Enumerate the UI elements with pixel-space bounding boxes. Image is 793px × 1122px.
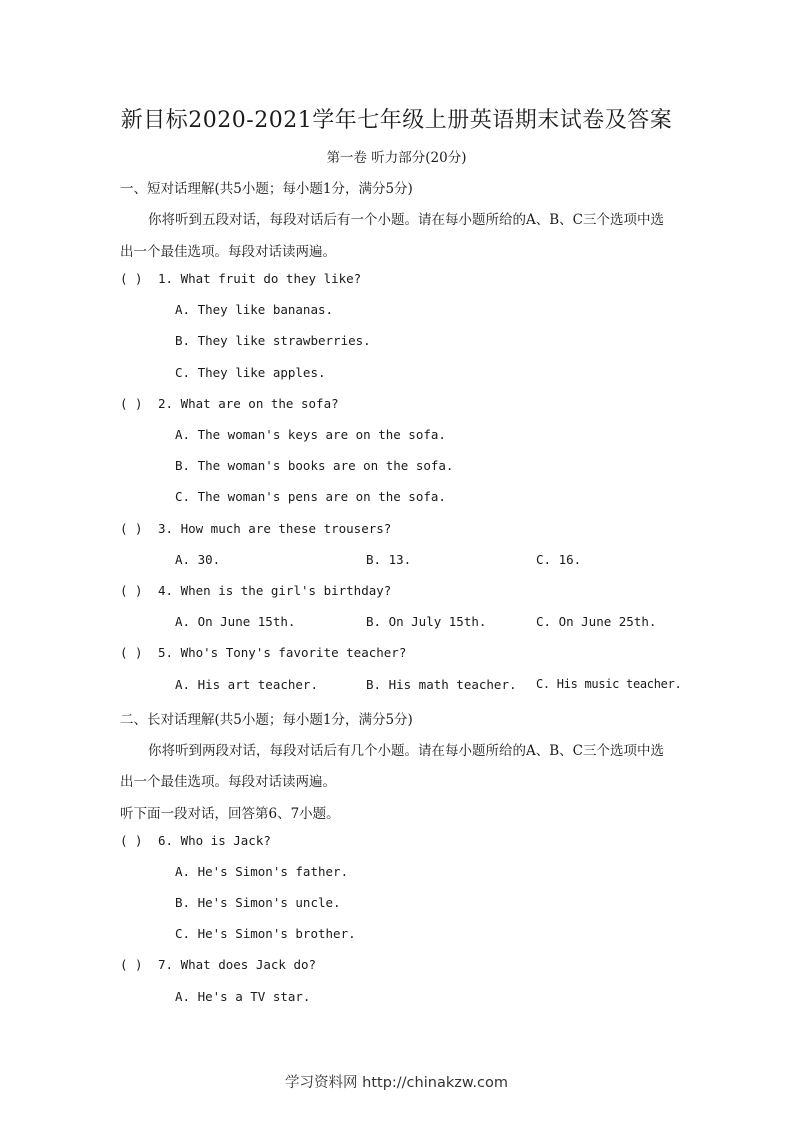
q3-option-b: B. 13.	[366, 552, 412, 567]
question-6	[120, 833, 271, 848]
question-2	[120, 396, 339, 411]
q4-option-b: B. On July 15th.	[366, 614, 487, 629]
q7-option-a: A. He's a TV star.	[175, 989, 311, 1004]
q5-option-b: B. His math teacher.	[366, 677, 517, 692]
question-text: 7. What does Jack do?	[158, 957, 317, 972]
question-text: 5. Who's Tony's favorite teacher?	[158, 645, 407, 660]
q1-option-a: A. They like bananas.	[175, 302, 334, 317]
part2-heading: 二、长对话理解(共5小题；每小题1分，满分5分)	[120, 712, 413, 728]
question-text: 3. How much are these trousers?	[158, 521, 392, 536]
answer-blank[interactable]: ( )	[120, 271, 143, 286]
q5-option-c: C. His music teacher.	[536, 677, 682, 691]
q3-option-a: A. 30.	[175, 552, 221, 567]
q4-option-a: A. On June 15th.	[175, 614, 296, 629]
part2-instruction-1: 你将听到两段对话，每段对话后有几个小题。请在每小题所给的A、B、C三个选项中选	[148, 743, 664, 759]
q5-option-a: A. His art teacher.	[175, 677, 318, 692]
q6-option-c: C. He's Simon's brother.	[175, 926, 356, 941]
q4-option-c: C. On June 25th.	[536, 614, 657, 629]
q2-option-a: A. The woman's keys are on the sofa.	[175, 427, 446, 442]
q6-option-b: B. He's Simon's uncle.	[175, 895, 341, 910]
q1-option-c: C. They like apples.	[175, 365, 326, 380]
part1-instruction-1: 你将听到五段对话，每段对话后有一个小题。请在每小题所给的A、B、C三个选项中选	[148, 212, 664, 228]
q6-option-a: A. He's Simon's father.	[175, 864, 349, 879]
question-1	[120, 271, 361, 286]
question-text: 2. What are on the sofa?	[158, 396, 339, 411]
part2-instruction-3: 听下面一段对话，回答第6、7小题。	[120, 806, 340, 822]
part2-instruction-2: 出一个最佳选项。每段对话读两遍。	[120, 774, 336, 790]
answer-blank[interactable]: ( )	[120, 645, 143, 660]
q1-option-b: B. They like strawberries.	[175, 333, 371, 348]
question-5	[120, 645, 406, 660]
section-subtitle: 第一卷 听力部分(20分)	[326, 150, 467, 166]
answer-blank[interactable]: ( )	[120, 396, 143, 411]
question-text: 1. What fruit do they like?	[158, 271, 362, 286]
q2-option-c: C. The woman's pens are on the sofa.	[175, 489, 446, 504]
question-text: 6. Who is Jack?	[158, 833, 271, 848]
question-7	[120, 957, 316, 972]
question-4	[120, 583, 391, 598]
answer-blank[interactable]: ( )	[120, 833, 143, 848]
question-3	[120, 521, 391, 536]
question-text: 4. When is the girl's birthday?	[158, 583, 392, 598]
part1-heading: 一、短对话理解(共5小题；每小题1分，满分5分)	[120, 181, 413, 197]
q3-option-c: C. 16.	[536, 552, 582, 567]
answer-blank[interactable]: ( )	[120, 583, 143, 598]
footer-watermark: 学习资料网 http://chinakzw.com	[285, 1075, 508, 1091]
part1-instruction-2: 出一个最佳选项。每段对话读两遍。	[120, 244, 336, 260]
q2-option-b: B. The woman's books are on the sofa.	[175, 458, 454, 473]
answer-blank[interactable]: ( )	[120, 521, 143, 536]
answer-blank[interactable]: ( )	[120, 957, 143, 972]
page-title: 新目标2020-2021学年七年级上册英语期末试卷及答案	[120, 108, 673, 133]
